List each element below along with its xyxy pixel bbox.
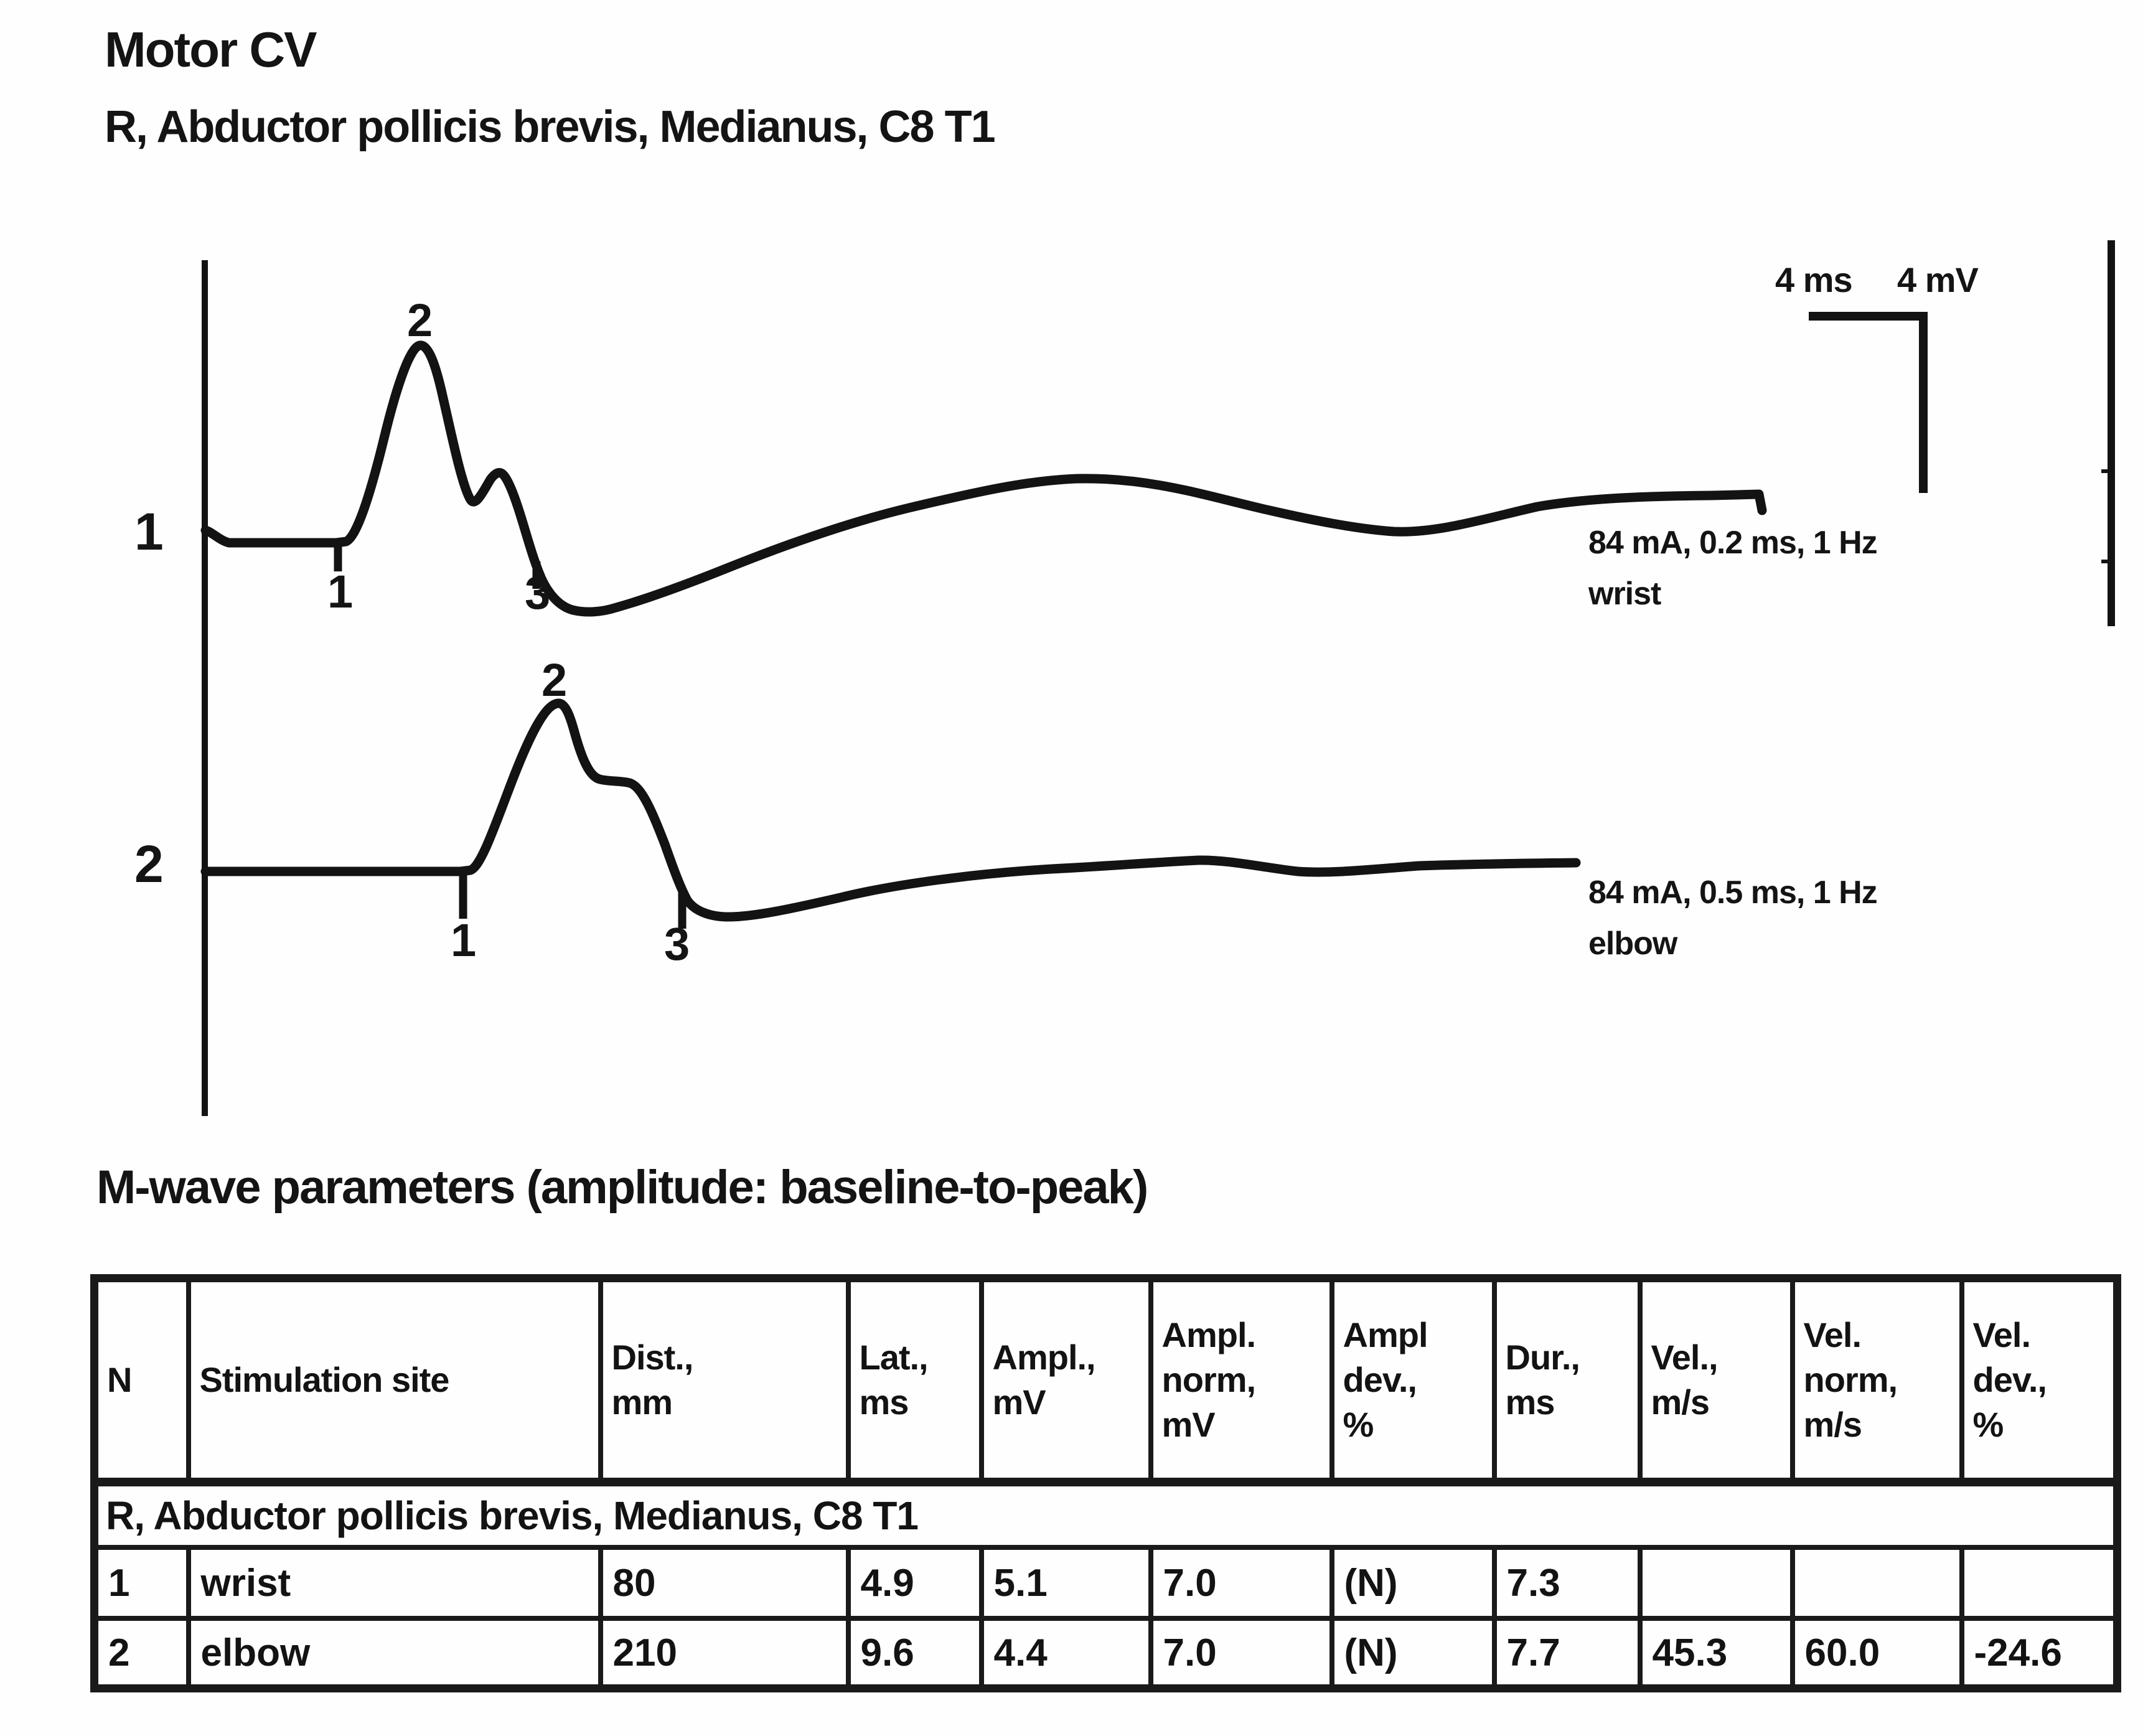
table-row-elbow: [95, 1618, 2117, 1689]
col-header-text: ms: [859, 1382, 909, 1422]
time-scale-label: 4 ms: [1775, 260, 1852, 299]
col-header-duration: [1494, 1279, 1640, 1483]
col-header-text: mV: [1161, 1404, 1215, 1444]
col-header-text: Ampl.,: [992, 1338, 1095, 1377]
table-title: M-wave parameters (amplitude: baseline-to-peak): [96, 1161, 1148, 1214]
cell-velocity: 45.3: [1640, 1618, 1793, 1689]
m-wave-parameters-table: [90, 1274, 2121, 1692]
cell-velocity-norm: 60.0: [1793, 1618, 1962, 1689]
col-header-text: norm,: [1803, 1360, 1898, 1400]
trace-2-stimulus-annotation: 84 mA, 0.5 ms, 1 Hz: [1588, 875, 1877, 911]
col-header-amplitude-norm: [1151, 1279, 1332, 1483]
cell-amplitude-dev: (N): [1332, 1618, 1494, 1689]
trace-1-marker-onset: 1: [327, 566, 354, 617]
trace-2-site-annotation: elbow: [1588, 926, 1677, 962]
table-section-row: [95, 1482, 2117, 1547]
trace-1-waveform: [205, 345, 1762, 612]
cell-duration: 7.3: [1494, 1547, 1640, 1618]
col-header-stimulation-site: [189, 1279, 601, 1483]
col-header-text: %: [1343, 1404, 1374, 1444]
col-header-distance: [601, 1279, 848, 1483]
col-header-velocity: [1640, 1279, 1793, 1483]
col-header-text: Vel.: [1972, 1315, 2031, 1355]
col-header-text: Ampl: [1343, 1315, 1428, 1355]
cell-latency: 4.9: [848, 1547, 982, 1618]
table-row-wrist: [95, 1547, 2117, 1618]
col-header-text: dev.,: [1972, 1360, 2047, 1400]
col-header-text: Lat.,: [859, 1338, 928, 1377]
col-header-text: N: [107, 1360, 132, 1400]
page-subtitle: R, Abductor pollicis brevis, Medianus, C8 T1: [105, 102, 995, 152]
trace-1-stimulus-annotation: 84 mA, 0.2 ms, 1 Hz: [1588, 525, 1877, 561]
col-header-text: Vel.,: [1651, 1338, 1718, 1377]
trace-2-number: 2: [134, 835, 164, 893]
cell-amplitude-norm: 7.0: [1151, 1547, 1332, 1618]
trace-1-number: 1: [134, 502, 164, 561]
col-header-velocity-norm: [1793, 1279, 1962, 1483]
trace-2-waveform: [205, 703, 1576, 917]
cell-n: 2: [95, 1618, 189, 1689]
col-header-velocity-dev: [1962, 1279, 2117, 1483]
col-header-text: Dist.,: [611, 1338, 693, 1377]
calibration-scale-bar: [1809, 316, 1923, 493]
cell-velocity-norm: [1793, 1547, 1962, 1618]
col-header-text: norm,: [1161, 1360, 1256, 1400]
cell-latency: 9.6: [848, 1618, 982, 1689]
col-header-text: dev.,: [1343, 1360, 1417, 1400]
cell-distance: 80: [601, 1547, 848, 1618]
col-header-amplitude-dev: [1332, 1279, 1494, 1483]
trace-2-marker-end: 3: [664, 918, 690, 970]
cell-velocity-dev: [1962, 1547, 2117, 1618]
col-header-n: [95, 1279, 189, 1483]
col-header-text: %: [1972, 1404, 2004, 1444]
col-header-text: ms: [1505, 1382, 1555, 1422]
col-header-text: Ampl.: [1161, 1315, 1256, 1355]
cell-duration: 7.7: [1494, 1618, 1640, 1689]
col-header-text: Stimulation site: [199, 1360, 449, 1400]
col-header-text: m/s: [1651, 1382, 1709, 1422]
col-header-text: m/s: [1803, 1404, 1862, 1444]
cell-distance: 210: [601, 1618, 848, 1689]
trace-1-marker-peak: 2: [407, 294, 433, 346]
col-header-text: mV: [992, 1382, 1046, 1422]
cell-velocity-dev: -24.6: [1962, 1618, 2117, 1689]
cell-velocity: [1640, 1547, 1793, 1618]
amplitude-scale-label: 4 mV: [1897, 260, 1978, 299]
cell-n: 1: [95, 1547, 189, 1618]
cell-amplitude: 5.1: [982, 1547, 1151, 1618]
trace-2-marker-onset: 1: [451, 914, 477, 966]
cell-site: wrist: [189, 1547, 601, 1618]
cell-amplitude-norm: 7.0: [1151, 1618, 1332, 1689]
section-muscle-nerve-label: R, Abductor pollicis brevis, Medianus, C8 T1: [95, 1482, 2117, 1547]
col-header-text: mm: [611, 1382, 673, 1422]
table-header-row: [95, 1279, 2117, 1483]
page-title: Motor CV: [105, 22, 316, 77]
cell-amplitude: 4.4: [982, 1618, 1151, 1689]
col-header-amplitude: [982, 1279, 1151, 1483]
col-header-text: Dur.,: [1505, 1338, 1580, 1377]
trace-1-marker-end: 3: [525, 567, 551, 619]
col-header-latency: [848, 1279, 982, 1483]
cell-amplitude-dev: (N): [1332, 1547, 1494, 1618]
col-header-text: Vel.: [1803, 1315, 1862, 1355]
trace-1-site-annotation: wrist: [1588, 576, 1661, 612]
cell-site: elbow: [189, 1618, 601, 1689]
trace-2-marker-peak: 2: [542, 654, 568, 706]
